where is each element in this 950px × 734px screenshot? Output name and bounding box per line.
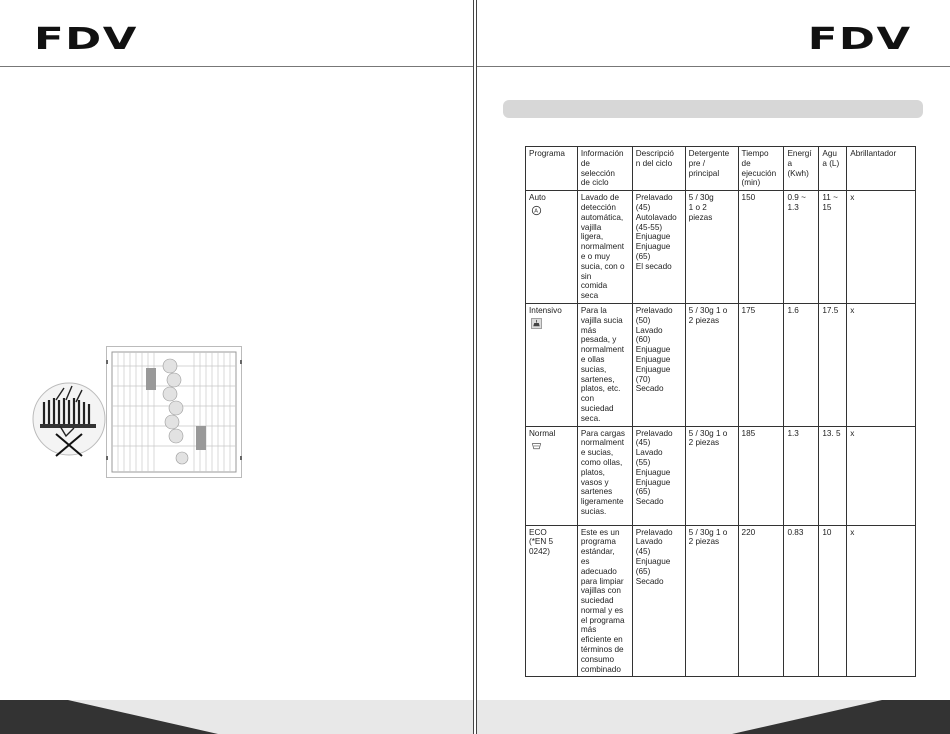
water-cell: 17.5 xyxy=(819,303,847,426)
right-page xyxy=(476,0,950,734)
table-row xyxy=(526,303,916,426)
section-heading-bar xyxy=(503,100,923,118)
time-cell: 175 xyxy=(738,303,784,426)
energy-cell: 1.3 xyxy=(784,426,819,525)
left-page xyxy=(0,0,474,734)
rack-drawing xyxy=(106,346,242,478)
info-cell: Para cargas normalment e sucias, como ollas, platos, vasos y sartenes ligeramente sucias. xyxy=(577,426,632,525)
time-cell: 150 xyxy=(738,191,784,304)
brand-logo-right: FDV xyxy=(808,22,912,57)
header-detergent: Detergente pre / principal xyxy=(685,147,738,191)
rinse-aid-cell: x xyxy=(847,303,916,426)
program-cell: Auto A xyxy=(526,191,578,304)
cutlery-incorrect-icon xyxy=(30,380,108,458)
dishwasher-rack-illustration xyxy=(30,346,250,486)
rinse-aid-cell: x xyxy=(847,191,916,304)
time-cell: 220 xyxy=(738,525,784,677)
intensive-program-icon xyxy=(531,318,542,329)
description-cell: Prelavado (50) Lavado (60) Enjuague Enjuague Enjuague (70) Secado xyxy=(632,303,685,426)
detergent-cell: 5 / 30g 1 o 2 piezas xyxy=(685,525,738,677)
water-cell: 13. 5 xyxy=(819,426,847,525)
header-programa: Programa xyxy=(526,147,578,191)
description-cell: Prelavado (45) Lavado (55) Enjuague Enjuague (65) Secado xyxy=(632,426,685,525)
auto-program-icon xyxy=(531,205,542,216)
brand-logo-left: FDV xyxy=(34,22,138,57)
rinse-aid-cell: x xyxy=(847,525,916,677)
detergent-cell: 5 / 30g 1 o 2 piezas xyxy=(685,191,738,304)
program-cell: Normal xyxy=(526,426,578,525)
header-divider-right xyxy=(477,66,950,67)
footer-accent-right xyxy=(732,700,882,734)
program-table xyxy=(525,146,916,677)
table-row xyxy=(526,426,916,525)
header-divider-left xyxy=(0,66,473,67)
header-info: Información de selección de ciclo xyxy=(577,147,632,191)
water-cell: 11 ~ 15 xyxy=(819,191,847,304)
header-water: Agu a (L) xyxy=(819,147,847,191)
info-cell: Este es un programa estándar, es adecuado para limpiar vajillas con suciedad normal y es el programa más eficiente en términos de consumo combinado xyxy=(577,525,632,677)
header-description: Descripció n del ciclo xyxy=(632,147,685,191)
footer-accent-left xyxy=(68,700,218,734)
info-cell: Para la vajilla sucia más pesada, y normalment e ollas sucias, sartenes, platos, etc. con suciedad seca. xyxy=(577,303,632,426)
normal-program-icon xyxy=(531,440,542,451)
table-row xyxy=(526,191,916,304)
footer-block-right xyxy=(882,700,950,734)
water-cell: 10 xyxy=(819,525,847,677)
program-cell: Intensivo xyxy=(526,303,578,426)
description-cell: Prelavado (45) Autolavado (45-55) Enjuague Enjuague (65) El secado xyxy=(632,191,685,304)
time-cell: 185 xyxy=(738,426,784,525)
detergent-cell: 5 / 30g 1 o 2 piezas xyxy=(685,303,738,426)
detergent-cell: 5 / 30g 1 o 2 piezas xyxy=(685,426,738,525)
energy-cell: 0.9 ~ 1.3 xyxy=(784,191,819,304)
energy-cell: 0.83 xyxy=(784,525,819,677)
header-time: Tiempo de ejecución (min) xyxy=(738,147,784,191)
energy-cell: 1.6 xyxy=(784,303,819,426)
table-row xyxy=(526,525,916,677)
header-rinse-aid: Abrillantador xyxy=(847,147,916,191)
footer-block-left xyxy=(0,700,68,734)
info-cell: Lavado de detección automática, vajilla ligera, normalment e o muy sucia, con o sin comida seca xyxy=(577,191,632,304)
svg-text:A: A xyxy=(534,208,538,215)
rinse-aid-cell: x xyxy=(847,426,916,525)
table-header-row xyxy=(526,147,916,191)
description-cell: Prelavado Lavado (45) Enjuague (65) Secado xyxy=(632,525,685,677)
program-cell: ECO (*EN 5 0242) xyxy=(526,525,578,677)
header-energy: Energí a (Kwh) xyxy=(784,147,819,191)
